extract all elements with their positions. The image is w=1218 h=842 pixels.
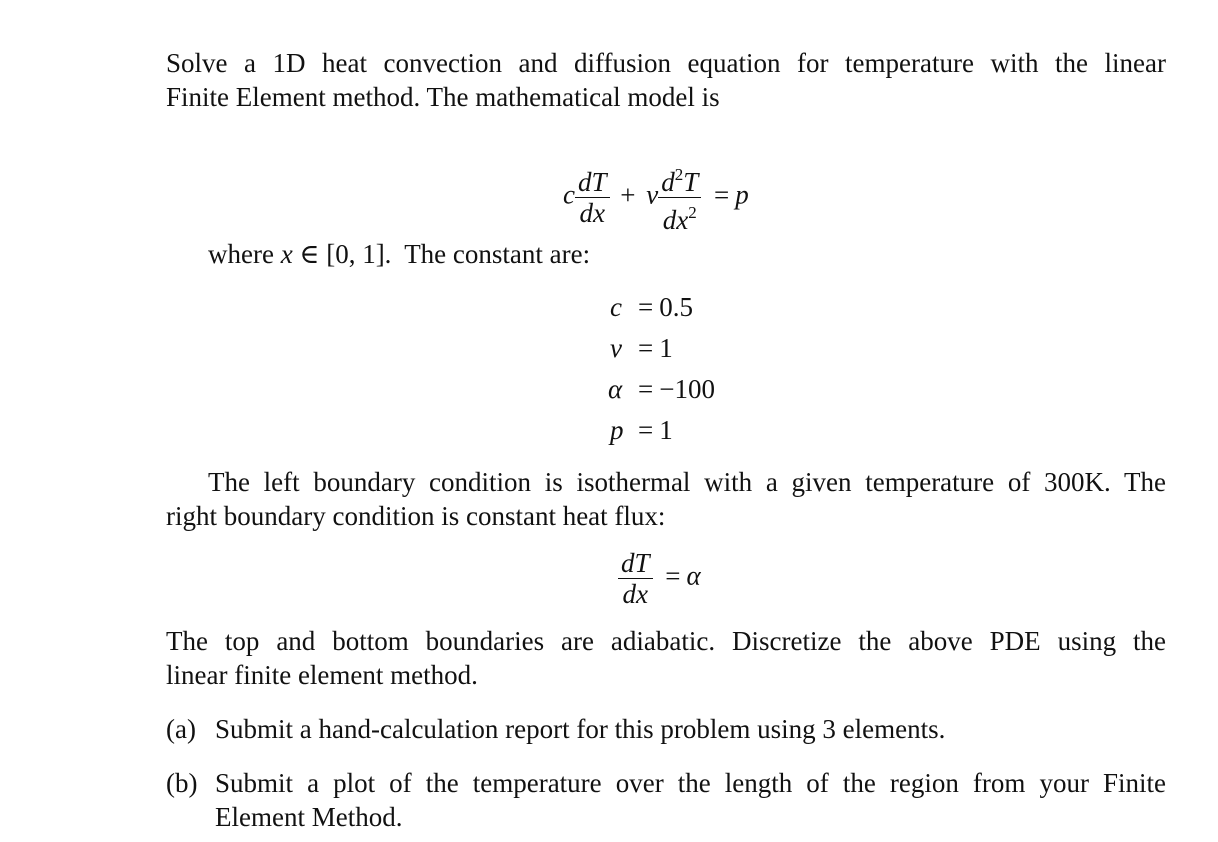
where-in: ∈ <box>299 239 320 269</box>
where-prefix: where <box>208 239 274 269</box>
fraction-d2T-dx2 <box>658 160 701 235</box>
item-a-line: Submit a hand-calculation report for this problem using 3 elements. <box>215 714 946 744</box>
flux-equation <box>618 548 701 609</box>
constant-symbol: p <box>610 415 624 445</box>
item-a-text <box>215 712 1166 746</box>
constant-nu <box>610 331 673 365</box>
constant-alpha <box>608 372 715 406</box>
fraction-flux <box>618 548 653 609</box>
constant-equals: = <box>638 333 654 363</box>
item-b-line-2: Element Method. <box>215 802 403 832</box>
constant-equals: = <box>638 292 654 322</box>
where-suffix: The constant are: <box>404 239 591 269</box>
constant-value: 1 <box>659 333 673 363</box>
fraction-denominator-2 <box>658 198 701 235</box>
constant-symbol: c <box>610 292 622 322</box>
flux-equals: = <box>665 560 681 591</box>
where-interval: [0, 1]. <box>326 239 392 269</box>
where-var: x <box>280 239 293 269</box>
num-exponent: 2 <box>674 165 684 184</box>
item-b-label: (b) <box>166 768 198 798</box>
flux-numerator: dT <box>618 548 653 579</box>
den-dx: dx <box>662 205 689 235</box>
intro-line-1: Solve a 1D heat convection and diffusion equation for temperature with the linear <box>166 48 1166 78</box>
flux-rhs: α <box>686 560 701 591</box>
constant-symbol: α <box>608 374 623 404</box>
model-equation <box>563 160 749 235</box>
num-T: T <box>683 167 699 197</box>
constant-p <box>610 413 673 447</box>
num-d: d <box>661 167 675 197</box>
boundary-line-1: The left boundary condition is isothermal with a given temperature of 300K. The <box>208 467 1166 497</box>
constant-c <box>610 290 693 324</box>
equals-sign: = <box>714 179 730 210</box>
item-b-line-1: Submit a plot of the temperature over the length of the region from your Finite <box>215 768 1166 798</box>
constant-symbol: ν <box>610 333 622 363</box>
adiabatic-paragraph <box>166 624 1166 692</box>
item-b-text <box>215 766 1166 834</box>
constant-equals: = <box>638 415 654 445</box>
item-a-label: (a) <box>166 714 196 744</box>
fraction-denominator: dx <box>579 198 605 228</box>
rhs-p: p <box>735 179 749 210</box>
where-line <box>208 237 590 271</box>
intro-paragraph <box>166 46 1166 114</box>
constant-value: 0.5 <box>659 292 693 322</box>
flux-denominator: dx <box>622 579 648 609</box>
fraction-dT-dx <box>575 167 610 228</box>
den-exponent: 2 <box>688 203 697 222</box>
boundary-line-2: right boundary condition is constant heat flux: <box>166 501 666 531</box>
adiabatic-line-2: linear finite element method. <box>166 660 478 690</box>
constant-value: 1 <box>659 415 673 445</box>
coef-nu: ν <box>646 179 659 210</box>
boundary-paragraph <box>166 465 1166 533</box>
fraction-numerator-2 <box>658 160 701 198</box>
plus-sign: + <box>620 179 636 210</box>
adiabatic-line-1: The top and bottom boundaries are adiabatic. Discretize the above PDE using the <box>166 626 1166 656</box>
intro-line-2: Finite Element method. The mathematical model is <box>166 82 720 112</box>
constant-equals: = <box>638 374 654 404</box>
fraction-numerator: dT <box>575 167 610 198</box>
coef-c: c <box>563 179 575 210</box>
constant-value: −100 <box>659 374 715 404</box>
